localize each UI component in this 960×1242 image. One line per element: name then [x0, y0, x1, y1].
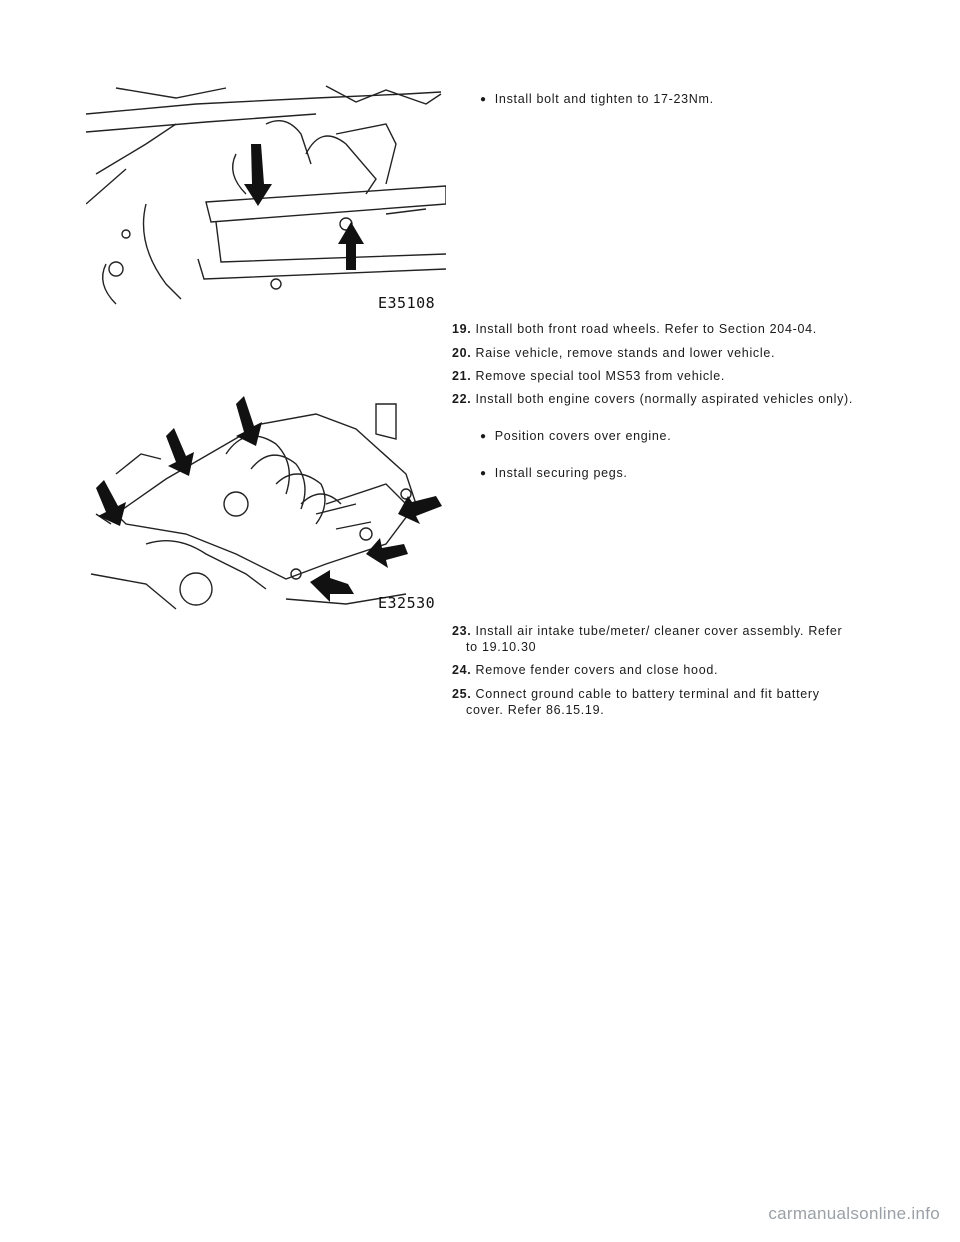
step-20: 20. Raise vehicle, remove stands and lower vehicle. [452, 346, 776, 360]
instruction-bullet: ● Install bolt and tighten to 17-23Nm. [480, 92, 714, 106]
instruction-bullet: ● Install securing pegs. [480, 466, 628, 480]
instruction-bullet: ● Position covers over engine. [480, 429, 672, 443]
step-22: 22. Install both engine covers (normally aspirated vehicles only). [452, 392, 854, 406]
watermark: carmanualsonline.info [768, 1204, 940, 1223]
step-25: 25. Connect ground cable to battery terminal and fit battery cover. Refer 86.15.19. [452, 687, 820, 717]
figure-label: E35108 [378, 294, 436, 312]
step-24: 24. Remove fender covers and close hood. [452, 663, 719, 677]
bullet-icon: ● [480, 468, 487, 479]
step-19: 19. Install both front road wheels. Refer to Section 204-04. [452, 322, 817, 336]
figure-e35108 [86, 84, 446, 314]
figure-e35108-drawing [86, 84, 446, 314]
figure-e32530 [86, 384, 446, 616]
step-23: 23. Install air intake tube/meter/ cleaner cover assembly. Refer to 19.10.30 [452, 624, 843, 654]
figure-label: E32530 [378, 594, 436, 612]
bullet-icon: ● [480, 431, 487, 442]
figure-e32530-drawing [86, 384, 446, 616]
step-21: 21. Remove special tool MS53 from vehicle. [452, 369, 726, 383]
bullet-icon: ● [480, 94, 487, 105]
